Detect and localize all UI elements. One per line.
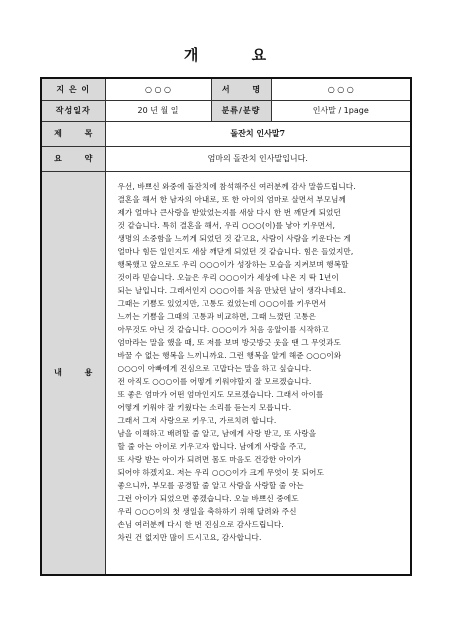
content-line: 제가 얼마나 큰사랑을 받았었는지를 새삼 다시 한 번 깨닫게 되었던 (117, 207, 341, 217)
content-line: 그런 아이가 되었으면 좋겠습니다. 오늘 바쁘신 중에도 (117, 493, 299, 503)
summary-row (41, 146, 411, 171)
content-line: 행복했고 앞으로도 우리 ○○○이가 성장하는 모습을 지켜보며 행복할 (117, 259, 349, 269)
summary-label: 요 약 (41, 146, 105, 171)
signature-label: 서 명 (211, 78, 271, 100)
content-line: 차린 건 없지만 많이 드시고요, 감사합니다. (117, 532, 262, 542)
content-line: 또 사랑 받는 아이가 되려면 몸도 마음도 건강한 아이가 (117, 454, 302, 464)
date-row (41, 100, 411, 121)
document-title: 개 요 (183, 46, 291, 64)
content-line: 엄마라는 말을 했을 때, 또 저를 보며 방긋방긋 웃을 땐 그 무엇과도 (117, 337, 341, 347)
content-line: 느끼는 기쁨을 그때의 고통과 비교하면, 그때 느꼈던 고통은 (117, 311, 317, 321)
content-line: 것이라 믿습니다. 오늘은 우리 ○○○이가 세상에 나온 지 딱 1년이 (117, 272, 339, 282)
content-line: 손님 여러분께 다시 한 번 진심으로 감사드립니다. (117, 519, 284, 529)
subject-row (41, 121, 411, 146)
signature-value: ○ ○ ○ (271, 78, 411, 100)
summary-value: 엄마의 돌잔치 인사말입니다. (105, 146, 411, 171)
author-row (41, 78, 411, 100)
content-row (41, 171, 411, 575)
content-line: 우선, 바쁘신 와중에 돌잔치에 참석해주신 여러분께 감사 말씀드립니다. (117, 181, 356, 191)
content-line: 또 좋은 엄마가 어떤 엄마인지도 모르겠습니다. 그래서 아이를 (117, 389, 324, 399)
content-line: 할 줄 아는 아이로 키우고자 합니다. 남에게 사랑을 주고, (117, 441, 307, 451)
content-line: ○○○이 아빠에게 진심으로 고맙다는 말을 하고 싶습니다. (117, 363, 312, 373)
content-line: 전 아직도 ○○○이를 어떻게 키워야할지 잘 모르겠습니다. (117, 376, 312, 386)
content-line: 어떻게 키워야 잘 키웠다는 소리를 듣는지 모릅니다. (117, 402, 292, 412)
content-line: 얼마나 힘든 일인지도 새삼 깨닫게 되었던 것 같습니다. 힘은 들었지만, (117, 246, 354, 256)
category-label: 분류/분량 (211, 100, 271, 121)
date-value: 20 년 월 일 (105, 100, 211, 121)
overview-form-table (40, 77, 412, 576)
content-label: 내 용 (41, 171, 105, 575)
content-line: 것 같습니다. 특히 결혼을 해서, 우리 ○○○(이)를 낳아 키우면서, (117, 220, 336, 230)
content-line: 좋으니까, 부모를 공경할 줄 알고 사람을 사랑할 줄 아는 (117, 480, 304, 490)
subject-label: 제 목 (41, 121, 105, 146)
content-line: 바꿀 수 없는 행복을 느끼니까요. 그런 행복을 알게 해준 ○○○이와 (117, 350, 342, 360)
content-body (105, 171, 411, 575)
content-line: 되는 날입니다. 그래서인지 ○○○이를 처음 만났던 날이 생각나네요. (117, 285, 347, 295)
category-value: 인사말 / 1page (271, 100, 411, 121)
content-line: 그래서 그저 사랑으로 키우고, 가르치려 합니다. (117, 415, 277, 425)
author-value: ○ ○ ○ (105, 78, 211, 100)
content-line: 결혼을 해서 한 남자의 아내로, 또 한 아이의 엄마로 살면서 부모님께 (117, 194, 346, 204)
content-text-block (118, 180, 405, 544)
date-label: 작성일자 (41, 100, 105, 121)
author-label: 지 은 이 (41, 78, 105, 100)
content-line: 생명의 소중함을 느끼게 되었던 것 같고요, 사람이 사람을 키운다는 게 (117, 233, 351, 243)
content-line: 남을 이해하고 배려할 줄 알고, 남에게 사랑 받고, 또 사랑을 (117, 428, 317, 438)
subject-value: 돌잔치 인사말7 (105, 121, 411, 146)
content-line: 우리 ○○○이의 첫 생일을 축하하기 위해 달려와 주신 (117, 506, 297, 516)
content-line: 그때는 기쁨도 있었지만, 고통도 컸었는데 ○○○이를 키우면서 (117, 298, 327, 308)
content-line: 되어야 하겠지요. 저는 우리 ○○○이가 크게 무엇이 못 되어도 (117, 467, 324, 477)
content-line: 아무것도 아닌 것 같습니다. ○○○이가 처음 옹알이를 시작하고 (117, 324, 329, 334)
